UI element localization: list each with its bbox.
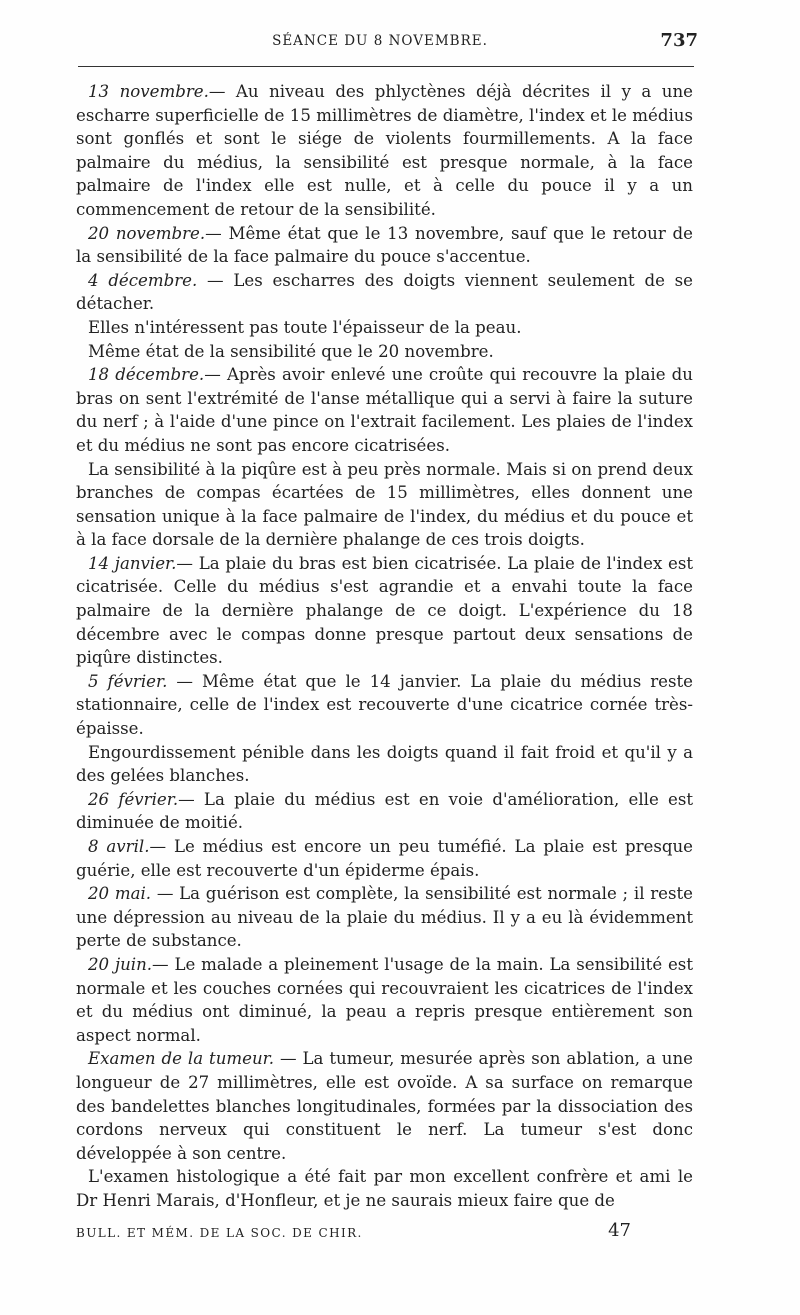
paragraph-text: — Les escharres des doigts viennent seulement de se détacher. <box>76 270 694 314</box>
signature-number: 47 <box>608 1220 631 1241</box>
paragraph-text: L'examen histologique a été fait par mon excellent confrère et ami le Dr Henri Marais, d'Honfleur, et je ne saurais mieux faire que de <box>76 1167 693 1210</box>
paragraph <box>76 222 693 269</box>
running-title: SÉANCE DU 8 NOVEMBRE. <box>272 33 488 49</box>
paragraph-text: — Même état que le 13 novembre, sauf que le retour de la sensibilité de la face palmaire du pouce s'accentue. <box>76 223 693 267</box>
body-text <box>76 80 693 1213</box>
paragraph-date-lead: 14 janvier. <box>88 553 177 573</box>
paragraph-text: — Au niveau des phlyctènes déjà décrites il y a une escharre superficielle de 15 millimètres de diamètre, l'index et le médius sont gonflés et sont le siége de violents fourmillements. A la face palmaire du médius, la sensibilité est presque normale, à la face palmaire de l'index elle est nulle, et à celle du pouce il y a un commencement de retour de la sensibilité. <box>76 82 693 219</box>
paragraph-text: Elles n'intéressent pas toute l'épaisseur de la peau. <box>88 317 522 337</box>
paragraph <box>76 953 693 1047</box>
paragraph-date-lead: 20 mai. <box>88 884 152 904</box>
paragraph-date-lead: 20 juin. <box>88 954 153 974</box>
paragraph-text: — La plaie du médius est en voie d'amélioration, elle est diminuée de moitié. <box>76 789 694 833</box>
paragraph <box>76 882 693 953</box>
paragraph <box>76 788 693 835</box>
paragraph-date-lead: 18 décembre. <box>88 365 205 385</box>
paragraph <box>76 363 693 457</box>
paragraph-date-lead: 13 novembre. <box>88 82 209 101</box>
paragraph <box>76 552 693 670</box>
paragraph-text: La sensibilité à la piqûre est à peu près normale. Mais si on prend deux branches de compas écartées de 15 millimètres, elles donnent une sensation unique à la face palmaire de l'index, du médius et du pouce et à la face dorsale de la dernière phalange de ces trois doigts. <box>76 459 693 550</box>
paragraph-text: — Après avoir enlevé une croûte qui recouvre la plaie du bras on sent l'extrémité de l'anse métallique qui a servi à faire la suture du nerf ; à l'aide d'une pince on l'extrait facilement. Les plaies de l'index et du médius ne sont pas encore cicatrisées. <box>76 365 693 455</box>
paragraph-text: — Même état que le 14 janvier. La plaie du médius reste stationnaire, celle de l'index est recouverte d'une cicatrice cornée très-épaisse. <box>76 671 693 739</box>
paragraph-date-lead: 8 avril. <box>88 837 150 856</box>
paragraph <box>76 340 693 364</box>
paragraph-date-lead: 4 décembre. <box>88 270 198 290</box>
footer-journal: BULL. ET MÉM. DE LA SOC. DE CHIR. <box>76 1226 363 1240</box>
running-head <box>60 30 700 56</box>
paragraph-text: — Le malade a pleinement l'usage de la main. La sensibilité est normale et les couches cornées qui recouvraient les cicatrices de l'index et du médius ont diminué, la peau a repris presque entièrement son aspect normal. <box>76 954 693 1045</box>
paragraph-text: Même état de la sensibilité que le 20 novembre. <box>88 341 494 361</box>
paragraph-text: — La tumeur, mesurée après son ablation, a une longueur de 27 millimètres, elle est ovoïde. A sa surface on remarque des bandelettes blanches longitudinales, formées par la dissociation des cordons nerveux qui constituent le nerf. La tumeur s'est donc développée à son centre. <box>76 1049 693 1163</box>
paragraph-date-lead: 20 novembre. <box>88 223 206 243</box>
page-number: 737 <box>660 30 698 51</box>
paragraph <box>76 1165 693 1212</box>
header-rule <box>78 66 694 67</box>
paragraph-date-lead: 26 février. <box>88 789 179 809</box>
paragraph <box>76 316 693 340</box>
paragraph <box>76 1047 693 1165</box>
paragraph-text: — La plaie du bras est bien cicatrisée. La plaie de l'index est cicatrisée. Celle du médius s'est agrandie et a envahi toute la face palmaire de la dernière phalange de ce doigt. L'expérience du 18 décembre avec le compas donne presque partout deux sensations de piqûre distinctes. <box>76 553 694 668</box>
paragraph <box>76 458 693 552</box>
paragraph <box>76 670 693 741</box>
paragraph <box>76 269 693 316</box>
paragraph-date-lead: Examen de la tumeur. <box>88 1049 275 1069</box>
paragraph-text: — La guérison est complète, la sensibilité est normale ; il reste une dépression au niveau de la plaie du médius. Il y a eu là évidemment perte de substance. <box>76 884 693 951</box>
paragraph-date-lead: 5 février. <box>88 671 168 691</box>
paragraph <box>76 835 693 882</box>
paragraph-text: — Le médius est encore un peu tuméfié. La plaie est presque guérie, elle est recouverte d'un épiderme épais. <box>76 837 693 880</box>
page-footer <box>76 1220 693 1244</box>
paragraph <box>76 741 693 788</box>
paragraph-text: Engourdissement pénible dans les doigts quand il fait froid et qu'il y a des gelées blanches. <box>76 742 693 786</box>
paragraph <box>76 80 693 222</box>
